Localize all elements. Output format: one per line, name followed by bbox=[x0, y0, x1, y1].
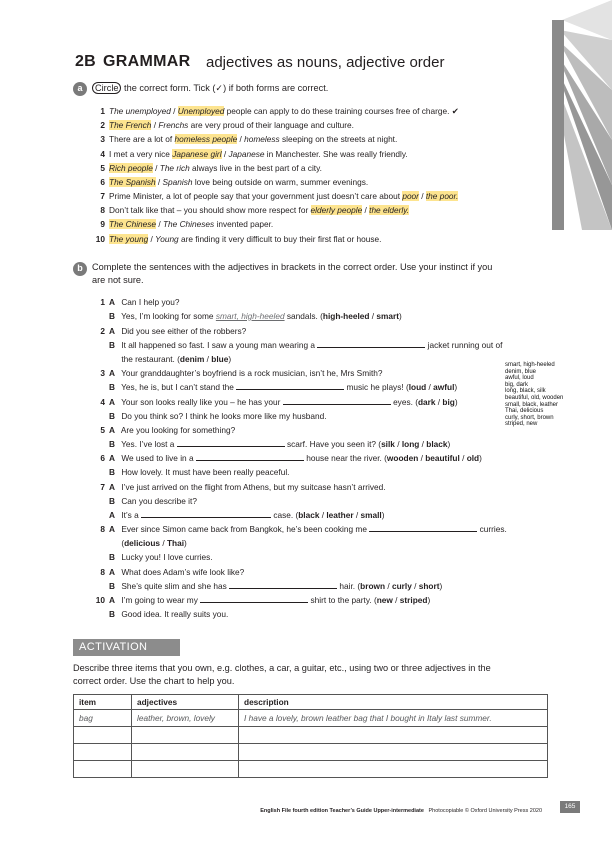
dialogue-line: A It’s a case. (black / leather / small) bbox=[109, 510, 385, 520]
dialogue-line: B She’s quite slim and she has hair. (brown / curly / short) bbox=[109, 581, 443, 591]
page-title: GRAMMAR bbox=[103, 53, 191, 70]
lesson-code: 2B bbox=[75, 53, 96, 70]
dialogue-line: 5 A Are you looking for something? bbox=[100, 425, 236, 435]
section-a-badge: a bbox=[73, 82, 87, 96]
dialogue-line: B Do you think so? I think he looks more like my husband. bbox=[109, 411, 327, 421]
table-header-row bbox=[74, 695, 548, 710]
dialogue-line: 8 A What does Adam’s wife look like? bbox=[100, 567, 245, 577]
answer-blank[interactable] bbox=[236, 382, 344, 390]
answer-key-notes: smart, high-heeled denim, blue awful, loud big, dark long, black, silk beautiful, old, wooden small, black, leather Thai, delicious curly, short, brown striped, new bbox=[505, 362, 564, 428]
dialogue-line: B Can you describe it? bbox=[109, 496, 197, 506]
dialogue-line: B Yes, I’m looking for some smart, high-heeled sandals. (high-heeled / smart) bbox=[109, 311, 402, 321]
dialogue-line: 10 A I’m going to wear my shirt to the party. (new / striped) bbox=[95, 595, 431, 605]
tick-icon: ✔ bbox=[451, 106, 459, 116]
table-row[interactable] bbox=[74, 727, 548, 744]
activation-heading: ACTIVATION bbox=[73, 639, 180, 656]
dialogue-line: B How lovely. It must have been really peaceful. bbox=[109, 467, 290, 477]
answer-blank[interactable] bbox=[369, 524, 477, 532]
answer-blank[interactable] bbox=[317, 340, 425, 348]
list-item: 10 The young / Young are finding it very difficult to buy their first flat or house. bbox=[95, 234, 382, 244]
section-b-instruction: Complete the sentences with the adjectives in brackets in the correct order. Use your instinct if you are not sure. bbox=[92, 262, 493, 285]
page-number: 165 bbox=[560, 801, 580, 813]
dialogue-line: 3 A Your granddaughter’s boyfriend is a rock musician, isn’t he, Mrs Smith? bbox=[100, 368, 383, 378]
section-a-instruction: Circle the correct form. Tick (✓) if both forms are correct. bbox=[92, 82, 328, 95]
dialogue-line: B Yes, he is, but I can’t stand the music he plays! (loud / awful) bbox=[109, 382, 458, 392]
list-item: 1 The unemployed / Unemployed people can apply to do these training courses free of charge. ✔ bbox=[100, 106, 459, 116]
dialogue-line: 6 A We used to live in a house near the river. (wooden / beautiful / old) bbox=[100, 453, 482, 463]
list-item: 5 Rich people / The rich always live in the best part of a city. bbox=[100, 163, 322, 173]
page-subtitle: adjectives as nouns, adjective order bbox=[206, 54, 445, 71]
table-row[interactable] bbox=[74, 744, 548, 761]
list-item: 2 The French / Frenchs are very proud of their language and culture. bbox=[100, 120, 354, 130]
dialogue-line: 2 A Did you see either of the robbers? bbox=[100, 326, 247, 336]
corner-ray-graphic bbox=[522, 0, 612, 230]
column-header-item: item bbox=[74, 695, 132, 710]
dialogue-line: B Good idea. It really suits you. bbox=[109, 609, 229, 619]
dialogue-line: 7 A I’ve just arrived on the flight from Athens, but my suitcase hasn’t arrived. bbox=[100, 482, 386, 492]
example-adjectives: leather, brown, lovely bbox=[132, 710, 239, 727]
table-row[interactable] bbox=[74, 761, 548, 778]
list-item: 8 Don’t talk like that – you should show more respect for elderly people / the elderly. bbox=[100, 205, 410, 215]
dialogue-line: B It all happened so fast. I saw a young man wearing a jacket running out of bbox=[109, 340, 503, 350]
dialogue-line: 4 A Your son looks really like you – he has your eyes. (dark / big) bbox=[100, 397, 458, 407]
activation-table bbox=[73, 694, 548, 778]
list-item: 6 The Spanish / Spanish love being outside on warm, summer evenings. bbox=[100, 177, 369, 187]
dialogue-line: 8 A Ever since Simon came back from Bangkok, he’s been cooking me curries. bbox=[100, 524, 507, 534]
answer-blank[interactable] bbox=[229, 581, 337, 589]
activation-instruction: Describe three items that you own, e.g. clothes, a car, a guitar, etc., using two or three adjectives in the correct order. Use the chart to help you. bbox=[73, 663, 491, 686]
list-item: 3 There are a lot of homeless people / homeless sleeping on the streets at night. bbox=[100, 134, 398, 144]
column-header-adjectives: adjectives bbox=[132, 695, 239, 710]
list-item: 4 I met a very nice Japanese girl / Japanese in Manchester. She was really friendly. bbox=[100, 149, 408, 159]
footer-text: English File fourth edition Teacher’s Guide Upper-intermediate Photocopiable © Oxford University Press 2020 bbox=[260, 808, 542, 814]
example-item: bag bbox=[74, 710, 132, 727]
answer-blank[interactable] bbox=[141, 510, 271, 518]
section-b-badge: b bbox=[73, 262, 87, 276]
dialogue-line: 1 A Can I help you? bbox=[100, 297, 180, 307]
dialogue-line: B Yes. I’ve lost a scarf. Have you seen it? (silk / long / black) bbox=[109, 439, 451, 449]
dialogue-line: B Lucky you! I love curries. bbox=[109, 552, 213, 562]
answer-blank[interactable] bbox=[177, 439, 285, 447]
column-header-description: description bbox=[239, 695, 548, 710]
dialogue-line: the restaurant. (denim / blue) bbox=[121, 354, 232, 364]
dialogue-line: (delicious / Thai) bbox=[121, 538, 187, 548]
list-item: 9 The Chinese / The Chineses invented paper. bbox=[100, 219, 274, 229]
example-description: I have a lovely, brown leather bag that I bought in Italy last summer. bbox=[239, 710, 548, 727]
answer-blank[interactable] bbox=[200, 595, 308, 603]
table-row bbox=[74, 710, 548, 727]
answer-blank[interactable] bbox=[283, 397, 391, 405]
circle-word: Circle bbox=[92, 82, 121, 94]
answer-blank[interactable] bbox=[196, 453, 304, 461]
list-item: 7 Prime Minister, a lot of people say that your government just doesn’t care about poor / the poor. bbox=[100, 191, 459, 201]
